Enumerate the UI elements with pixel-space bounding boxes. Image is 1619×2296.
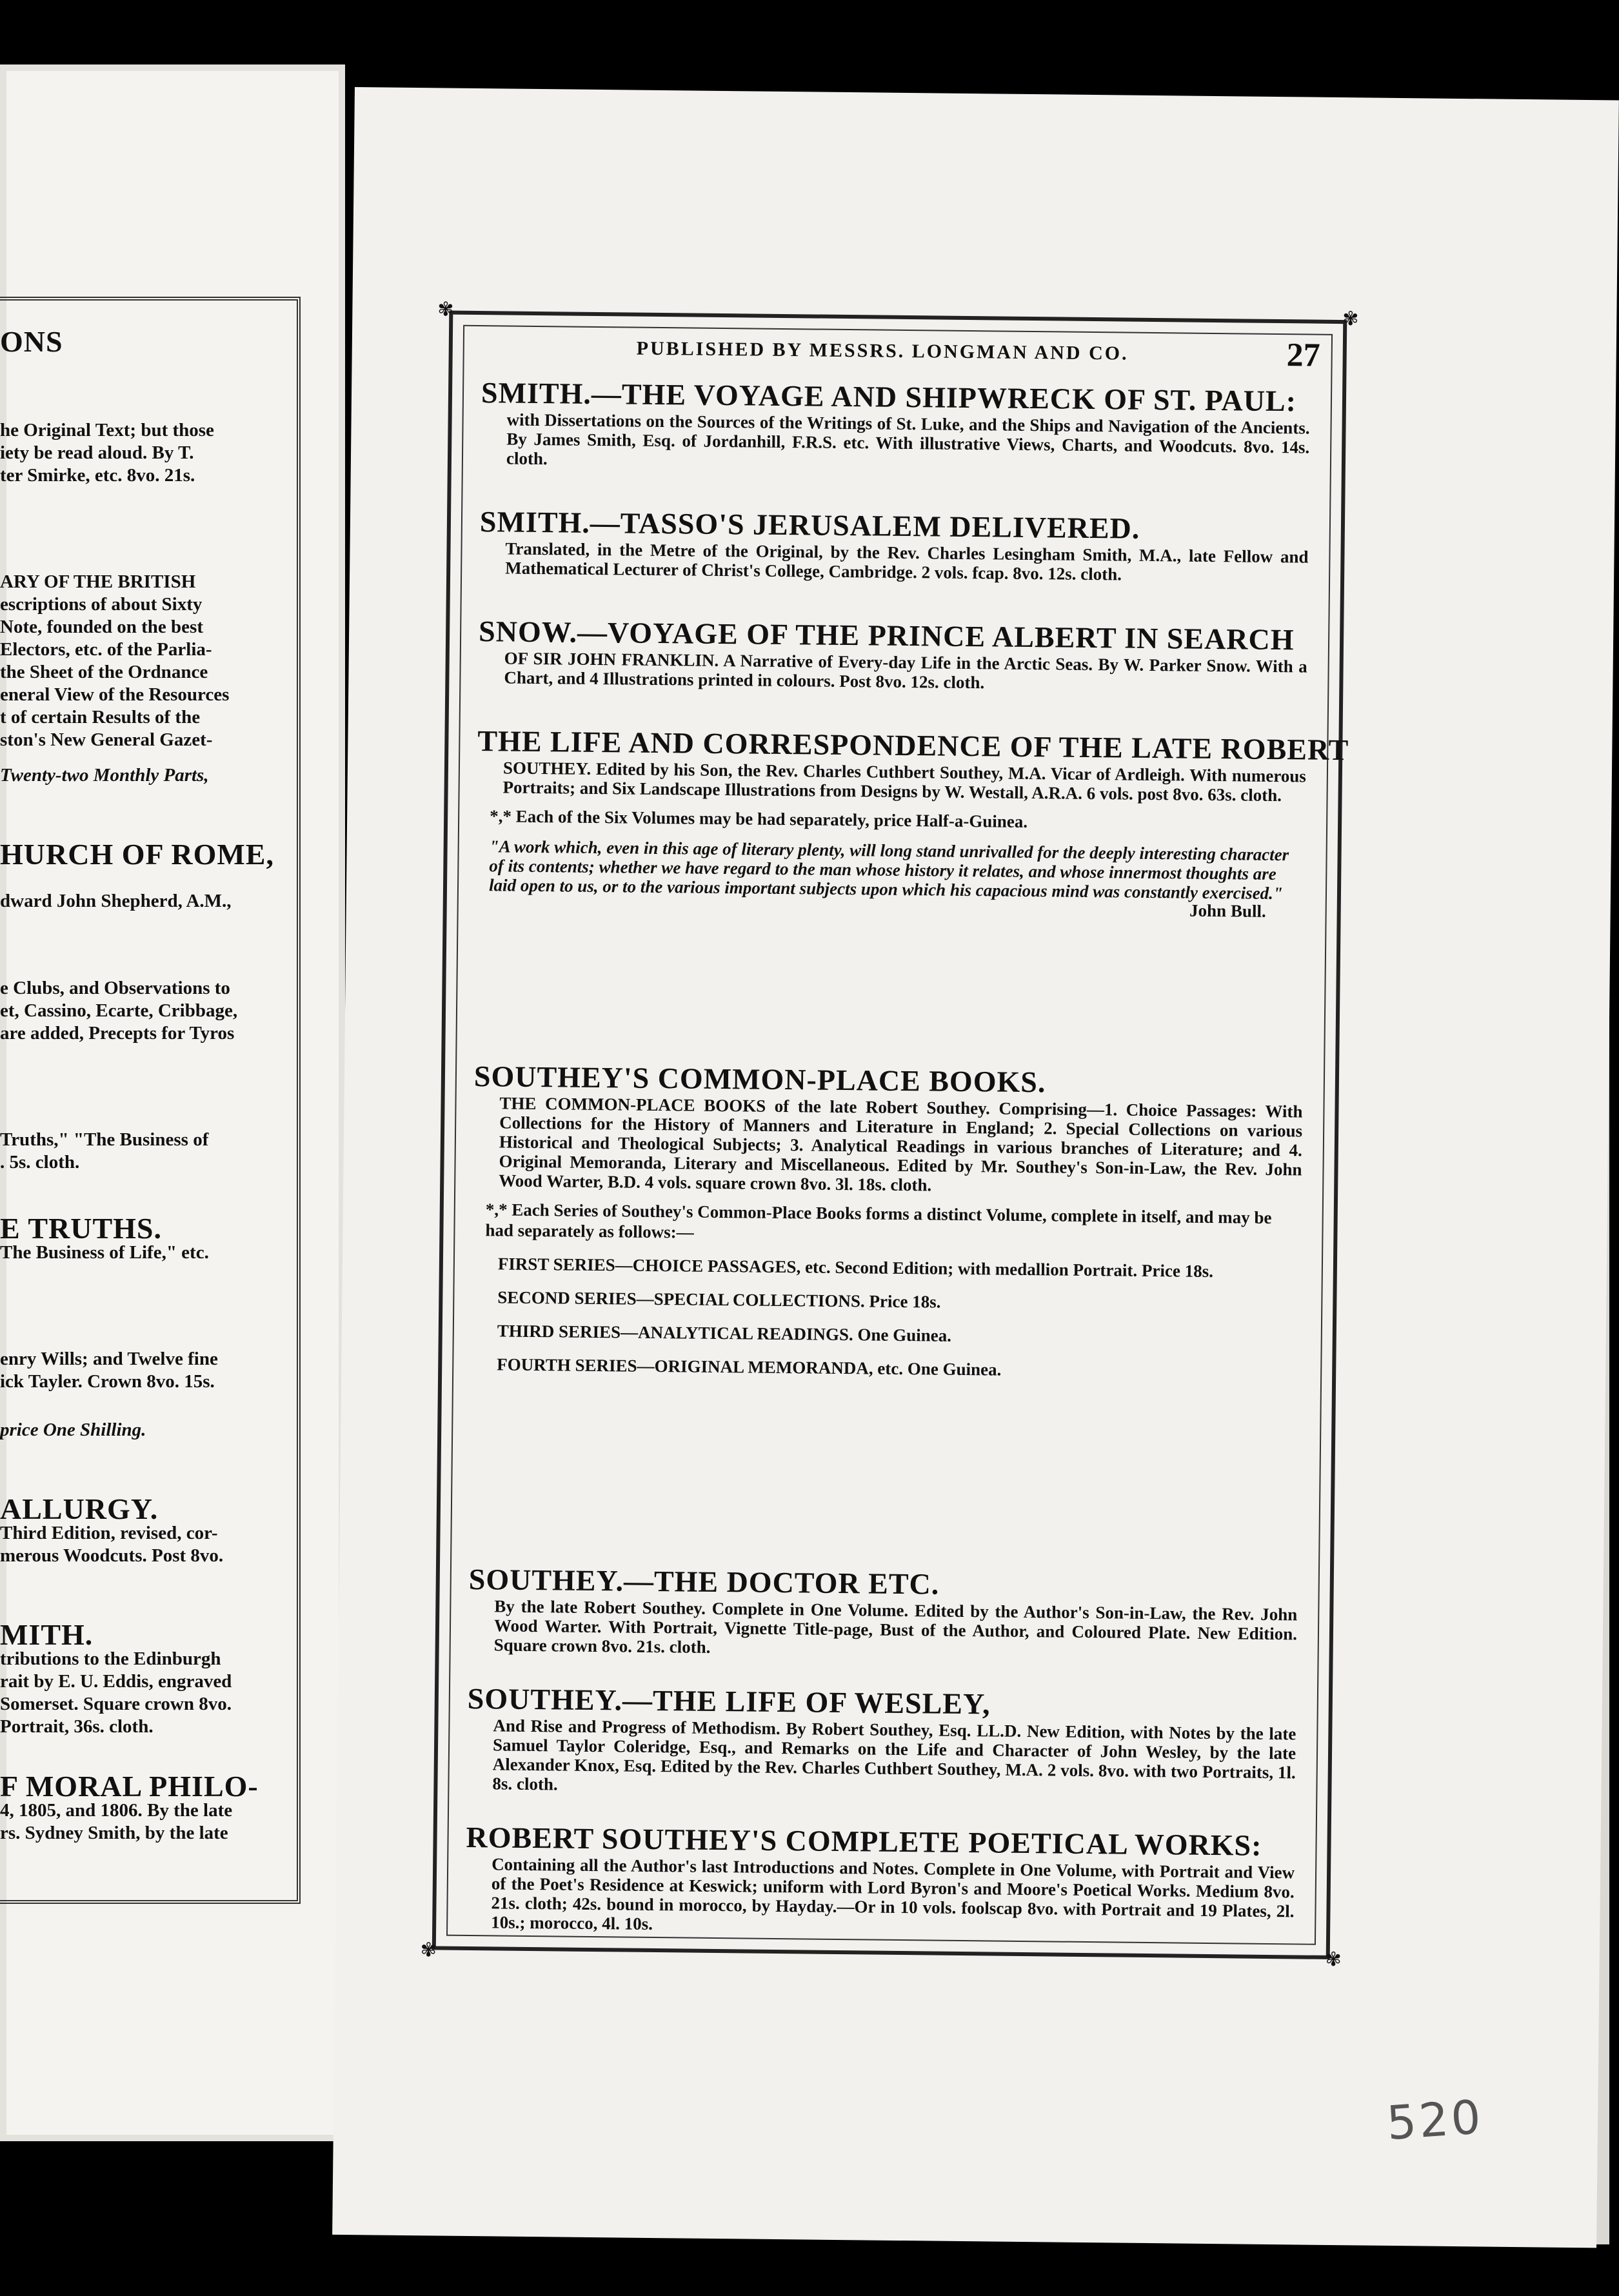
series-item: FOURTH SERIES—ORIGINAL MEMORANDA, etc. One Guinea. xyxy=(497,1354,1002,1380)
entry-note: *,* Each Series of Southey's Common-Place Books forms a distinct Volume, complete in itself, and may be had separately as follows:— xyxy=(485,1200,1272,1242)
series-item: SECOND SERIES—SPECIAL COLLECTIONS. Price 18s. xyxy=(497,1287,941,1312)
corner-ornament-icon: ✾ xyxy=(1325,1948,1342,1971)
left-page-line: ARY OF THE BRITISH xyxy=(0,571,196,592)
catalogue-entry xyxy=(481,376,1310,476)
review-quote: "A work which, even in this age of literary plenty, will long stand unrivalled for the deeply interesting character of its contents; whether we have regard to the man whose history it relates, and whose innermost thoughts are laid open to us, or to the various important subjects upon which his capacious mind was constantly exercised." xyxy=(488,836,1289,904)
left-page-line: Twenty-two Monthly Parts, xyxy=(0,765,209,786)
left-page-line: iety be read aloud. By T. xyxy=(0,442,194,463)
left-page-line: t of certain Results of the xyxy=(0,707,201,727)
entry-body: with Dissertations on the Sources of the Writings of St. Luke, and the Ships and Navigation of the Ancients. By James Smith, Esq. of Jordanhill, F.R.S. etc. With illustrative Views, Charts, and Woodcuts. 8vo. 14s. cloth. xyxy=(506,410,1310,469)
entry-body: SOUTHEY. Edited by his Son, the Rev. Charles Cuthbert Southey, M.A. Vicar of Ardleigh. With numerous Portraits; and Six Landscape Illustrations from Designs by W. Westall, A.R.A. 6 vols. post 8vo. 63s. cloth. xyxy=(502,758,1307,806)
catalogue-entry xyxy=(479,505,1309,586)
catalogue-entry xyxy=(471,1060,1303,1383)
corner-ornament-icon: ✾ xyxy=(1342,308,1359,330)
left-page-line: tributions to the Edinburgh xyxy=(0,1648,221,1669)
right-page xyxy=(332,87,1619,2248)
left-page-line: ONS xyxy=(0,325,63,358)
corner-ornament-icon: ✾ xyxy=(420,1939,437,1961)
left-page-line: ter Smirke, etc. 8vo. 21s. xyxy=(0,465,195,486)
entry-title: SOUTHEY.—THE DOCTOR ETC. xyxy=(468,1562,940,1601)
left-page xyxy=(0,64,345,2141)
catalogue-entry xyxy=(466,1682,1296,1801)
entry-title: SOUTHEY'S COMMON-PLACE BOOKS. xyxy=(473,1060,1046,1099)
catalogue-entry xyxy=(465,1821,1295,1940)
left-page-line: merous Woodcuts. Post 8vo. xyxy=(0,1545,224,1566)
left-page-line: ick Tayler. Crown 8vo. 15s. xyxy=(0,1371,215,1392)
left-page-line: the Sheet of the Ordnance xyxy=(0,662,208,682)
series-item: FIRST SERIES—CHOICE PASSAGES, etc. Second Edition; with medallion Portrait. Price 18s. xyxy=(497,1254,1214,1282)
entry-title: SMITH.—TASSO'S JERUSALEM DELIVERED. xyxy=(479,505,1140,545)
left-page-line: Portrait, 36s. cloth. xyxy=(0,1716,154,1737)
left-page-line: eneral View of the Resources xyxy=(0,684,230,705)
left-page-line: 4, 1805, and 1806. By the late xyxy=(0,1800,233,1821)
entry-title: SMITH.—THE VOYAGE AND SHIPWRECK OF ST. PAUL: xyxy=(481,376,1297,418)
left-page-line: Somerset. Square crown 8vo. xyxy=(0,1694,232,1714)
entry-body: Translated, in the Metre of the Original, by the Rev. Charles Lesingham Smith, M.A., late Fellow and Mathematical Lecturer of Christ's College, Cambridge. 2 vols. fcap. 8vo. 12s. cloth. xyxy=(505,539,1309,584)
left-page-line: Note, founded on the best xyxy=(0,617,203,637)
entry-title: ROBERT SOUTHEY'S COMPLETE POETICAL WORKS: xyxy=(466,1820,1262,1862)
entry-note: *,* Each of the Six Volumes may be had separately, price Half-a-Guinea. xyxy=(490,806,1028,831)
left-page-line: Electors, etc. of the Parlia- xyxy=(0,639,212,660)
entry-body: By the late Robert Southey. Complete in One Volume. Edited by the Author's Son-in-Law, the Rev. John Wood Warter. With Portrait, Vignette Title-page, Bust of the Author, and Coloured Plate. New Edition. Square crown 8vo. 21s. cloth. xyxy=(493,1596,1298,1657)
left-page-line: ALLURGY. xyxy=(0,1492,159,1525)
handwritten-number: 520 xyxy=(1385,2089,1485,2151)
catalogue-entry xyxy=(478,615,1307,695)
left-page-line: e Clubs, and Observations to xyxy=(0,978,230,998)
entry-body: And Rise and Progress of Methodism. By Robert Southey, Esq. LL.D. New Edition, with Notes by the late Samuel Taylor Coleridge, Esq., and Remarks on the Life and Character of John Wesley, by the late Alexander Knox, Esq. Edited by the Rev. Charles Cuthbert Southey, M.A. 2 vols. 8vo. with two Portraits, 1l. 8s. cloth. xyxy=(492,1716,1296,1794)
left-page-line: HURCH OF ROME, xyxy=(0,838,274,871)
entry-body: Containing all the Author's last Introductions and Notes. Complete in One Volume, with Portrait and View of the Poet's Residence at Keswick; uniform with Lord Byron's and Moore's Poetical Works. Medium 8vo. 21s. cloth; 42s. bound in morocco, by Hayday.—Or in 10 vols. foolscap 8vo. with Portrait and 19 Plates, 2l. 10s.; morocco, 4l. 10s. xyxy=(491,1854,1295,1934)
entry-title: SOUTHEY.—THE LIFE OF WESLEY, xyxy=(467,1681,991,1721)
series-item: THIRD SERIES—ANALYTICAL READINGS. One Guinea. xyxy=(497,1321,952,1345)
entry-body: OF SIR JOHN FRANKLIN. A Narrative of Every-day Life in the Arctic Seas. By W. Parker Snow. With a Chart, and 4 Illustrations printed in colours. Post 8vo. 12s. cloth. xyxy=(504,648,1307,693)
left-page-line: he Original Text; but those xyxy=(0,420,214,440)
entry-body: THE COMMON-PLACE BOOKS of the late Robert Southey. Comprising—1. Choice Passages: With Collections for the History of Manners and Literature in England; 2. Special Collections on various Historical and Theological Subjects; 3. Analytical Readings in various branches of Literature; and 4. Original Memoranda, Literary and Miscellaneous. Edited by Mr. Southey's Son-in-Law, the Rev. John Wood Warter, B.D. 4 vols. square crown 8vo. 3l. 18s. cloth. xyxy=(499,1093,1303,1195)
left-page-line: are added, Precepts for Tyros xyxy=(0,1023,235,1044)
page-border xyxy=(420,299,1359,1971)
quote-attribution: John Bull. xyxy=(1189,900,1266,921)
left-page-line: enry Wills; and Twelve fine xyxy=(0,1349,218,1369)
left-page-line: Third Edition, revised, cor- xyxy=(0,1523,218,1543)
left-page-line: rs. Sydney Smith, by the late xyxy=(0,1823,228,1843)
left-page-line: rait by E. U. Eddis, engraved xyxy=(0,1671,232,1692)
left-page-line: F MORAL PHILO- xyxy=(0,1770,259,1803)
left-page-line: price One Shilling. xyxy=(0,1420,146,1440)
publisher-line: PUBLISHED BY MESSRS. LONGMAN AND CO. xyxy=(636,337,1129,364)
left-page-line: MITH. xyxy=(0,1618,94,1651)
entry-title: THE LIFE AND CORRESPONDENCE OF THE LATE ROBERT xyxy=(477,724,1349,767)
left-page-line: . 5s. cloth. xyxy=(0,1152,80,1173)
catalogue-entry xyxy=(476,724,1349,922)
left-page-line: E TRUTHS. xyxy=(0,1212,163,1245)
left-page-line: escriptions of about Sixty xyxy=(0,594,203,615)
entry-title: SNOW.—VOYAGE OF THE PRINCE ALBERT IN SEARCH xyxy=(478,615,1295,657)
left-page-line: dward John Shepherd, A.M., xyxy=(0,891,232,911)
left-page-line: Truths," "The Business of xyxy=(0,1129,209,1150)
left-page-line: et, Cassino, Ecarte, Cribbage, xyxy=(0,1000,238,1021)
catalogue-entry xyxy=(468,1563,1298,1663)
page-number: 27 xyxy=(1286,337,1321,374)
left-page-line: The Business of Life," etc. xyxy=(0,1242,209,1263)
left-page-line: ston's New General Gazet- xyxy=(0,729,213,750)
corner-ornament-icon: ✾ xyxy=(437,299,454,321)
